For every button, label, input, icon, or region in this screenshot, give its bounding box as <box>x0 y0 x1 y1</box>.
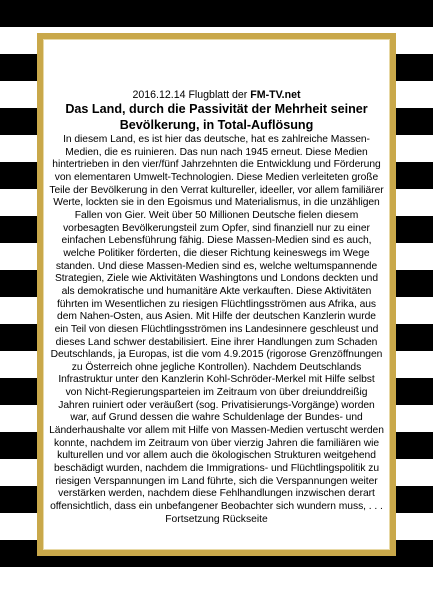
flyer-card <box>37 33 396 556</box>
flyer-headline: Das Land, durch die Passivität der Mehrheit seiner Bevölkerung, in Total-Auflösung <box>65 102 368 132</box>
flyer-date: 2016.12.14 <box>132 89 186 101</box>
flyer-body: In diesem Land, es ist hier das deutsche, hat es zahlreiche Massen-Medien, die es ruinieren. Das nun nach 1945 erneut. Diese Medien hintertrieben in den vier/fünf Jahrzehnten die Entwicklung und Förderung von elementaren Umwelt-Technologien. Diese Medien verleiteten große Teile der Bevölkerung in den Verrat kultureller, ideeller, vor allem familiärer Werte, lockten sie in den Egoismus und Materialismus, in die unzähligen Fallen von Gier. Weit über 50 Millionen Deutsche fielen diesem vorbesagten Bevölkerungsteil zum Opfer, sind finanziell nur zu einer einfachen Lebensführung fähig. Diese Massen-Medien sind es auch, welche Politiker förderten, die dieser Richtung keineswegs im Wege standen. Und diese Massen-Medien sind es, welche weltumspannende Strategien, Ziele wie Aktivitäten Washingtons und Londons deckten und als demokratische und humanitäre Akte verkauften. Diese Aktivitäten führten im Wesentlichen zu riesigen Flüchtlingsströmen aus Afrika, aus dem Nahen-Osten, aus Asien. Mit Hilfe der deutschen Kanzlerin wurde ein Teil von diesen Flüchtlingsströmen ins Landesinnere geschleust und dieses Land schwer destabilisiert. Eine ihrer Handlungen zum Schaden Deutschlands, ja Europas, ist die vom 4.9.2015 (rigorose Grenzöffnungen zu Österreich ohne jegliche Kontrollen). Nachdem Deutschlands Infrastruktur unter den Kanzlerin Kohl-Schröder-Merkel mit Hilfe selbst von Nicht-Regierungsparteien im Zeitraum von über dreiunddreißig Jahren ruiniert oder veräußert (sog. Privatisierungs-Vorgänge) worden war, auf Grund dessen die wahre Schuldenlage der Bundes- und Länderhaushalte vor allem mit Hilfe von Massen-Medien vertuscht werden konnte, nachdem im Zeitraum von über vierzig Jahren die familiären wie kulturellen und vor allem auch die ökologischen Strukturen weitgehend beschädigt wurden, nachdem die Immigrations- und Flüchtlingspolitik zu riesigen Verspannungen im Land führte, sich die Verspannungen weiter verstärken werden, nachdem diese Fehlhandlungen inzwischen derart offensichtlich, dass ein unbefangener Beobachter sich wundern muss, . . . <box>49 134 384 513</box>
flyer-site: FM-TV.net <box>250 89 301 101</box>
flyer-issue-prefix: Flugblatt der <box>188 89 248 101</box>
flyer-footer: Fortsetzung Rückseite <box>165 513 268 525</box>
flyer-dateline <box>49 89 384 101</box>
